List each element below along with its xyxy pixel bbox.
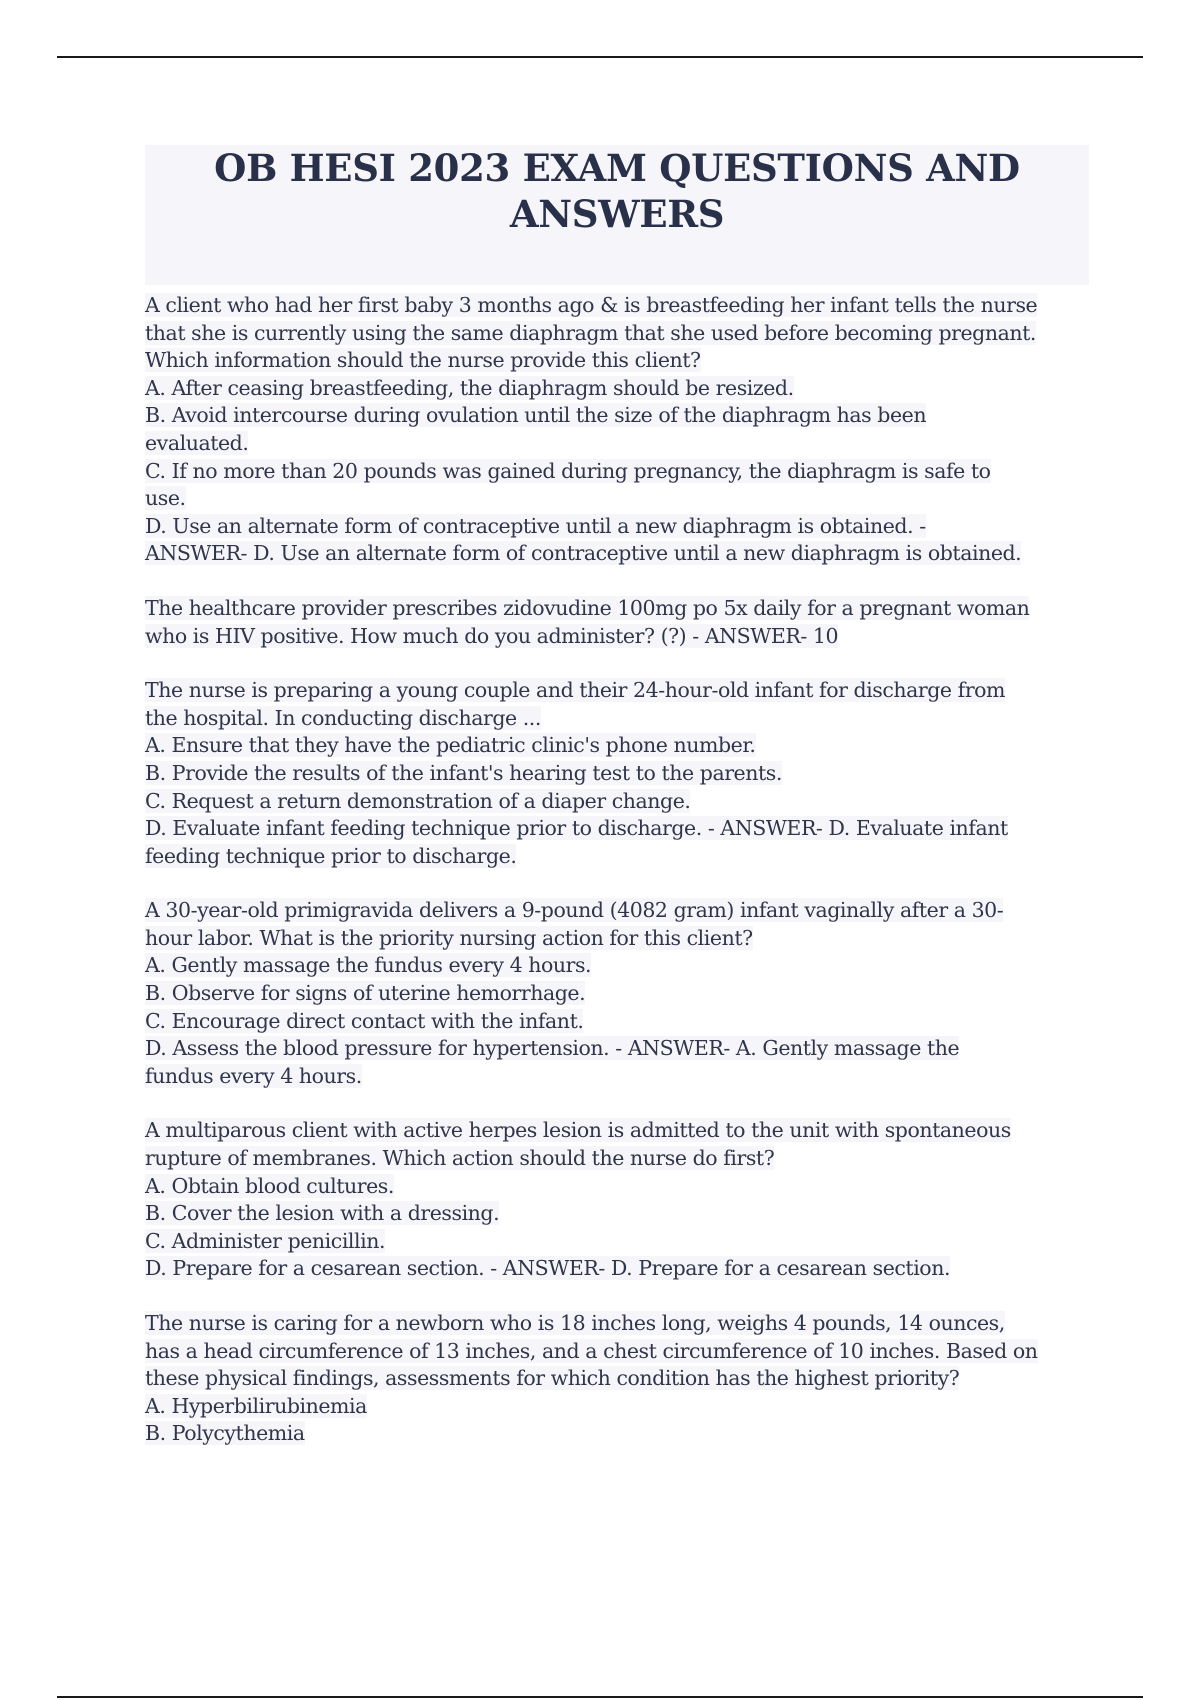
question-text-line: A multiparous client with active herpes lesion is admitted to the unit with spontaneous bbox=[145, 1118, 1011, 1143]
question-text-line: The nurse is caring for a newborn who is 18 inches long, weighs 4 pounds, 14 ounces, bbox=[145, 1311, 1005, 1335]
answer-option: B. Provide the results of the infant's hearing test to the parents. bbox=[145, 760, 782, 785]
answer-option: B. Cover the lesion with a dressing. bbox=[145, 1201, 500, 1226]
question-5 bbox=[145, 1117, 1089, 1283]
answer-option: use. bbox=[145, 486, 186, 511]
answer-option: B. Polycythemia bbox=[145, 1421, 305, 1446]
answer-option: A. Hyperbilirubinemia bbox=[145, 1393, 367, 1418]
question-text-line: The nurse is preparing a young couple and their 24-hour-old infant for discharge from bbox=[145, 678, 1006, 703]
question-3 bbox=[145, 677, 1089, 870]
answer-option: B. Observe for signs of uterine hemorrhage. bbox=[145, 981, 586, 1006]
title-line-2: ANSWERS bbox=[509, 192, 725, 236]
document-page bbox=[145, 145, 1089, 1475]
answer-option: A. Ensure that they have the pediatric clinic's phone number. bbox=[145, 733, 756, 758]
question-2 bbox=[145, 595, 1089, 650]
answer-key: ANSWER- D. Use an alternate form of contraceptive until a new diaphragm is obtained. bbox=[145, 541, 1022, 566]
answer-option: A. Obtain blood cultures. bbox=[145, 1173, 394, 1198]
answer-key: who is HIV positive. How much do you administer? (?) - ANSWER- 10 bbox=[145, 623, 839, 648]
answer-key: fundus every 4 hours. bbox=[145, 1063, 362, 1088]
answer-option: A. After ceasing breastfeeding, the diaphragm should be resized. bbox=[145, 375, 794, 400]
title-line-1: OB HESI 2023 EXAM QUESTIONS AND bbox=[214, 146, 1020, 190]
question-text-line: that she is currently using the same diaphragm that she used before becoming pregnant. bbox=[145, 320, 1036, 345]
answer-key: feeding technique prior to discharge. bbox=[145, 843, 517, 868]
document-title bbox=[145, 145, 1089, 237]
answer-option: B. Avoid intercourse during ovulation until the size of the diaphragm has been bbox=[145, 403, 927, 428]
answer-option: C. If no more than 20 pounds was gained during pregnancy, the diaphragm is safe to bbox=[145, 458, 991, 483]
question-text-line: Which information should the nurse provide this client? bbox=[145, 348, 701, 373]
question-text-line: these physical findings, assessments for which condition has the highest priority? bbox=[145, 1366, 960, 1391]
answer-option: C. Encourage direct contact with the infant. bbox=[145, 1008, 584, 1033]
question-text-line: A 30-year-old primigravida delivers a 9-pound (4082 gram) infant vaginally after a 30- bbox=[145, 898, 1004, 923]
question-text-line: A client who had her first baby 3 months ago & is breastfeeding her infant tells the nurse bbox=[145, 293, 1038, 317]
question-list bbox=[145, 292, 1089, 1448]
question-text-line: the hospital. In conducting discharge ... bbox=[145, 705, 541, 730]
question-text-line: rupture of membranes. Which action should the nurse do first? bbox=[145, 1146, 775, 1171]
answer-option: C. Request a return demonstration of a diaper change. bbox=[145, 788, 691, 813]
question-4 bbox=[145, 897, 1089, 1090]
answer-option: D. Use an alternate form of contraceptive until a new diaphragm is obtained. - bbox=[145, 513, 926, 538]
answer-option: D. Assess the blood pressure for hypertension. - ANSWER- A. Gently massage the bbox=[145, 1036, 960, 1061]
answer-option: A. Gently massage the fundus every 4 hours. bbox=[145, 953, 592, 978]
title-block bbox=[145, 145, 1089, 285]
question-text-line: hour labor. What is the priority nursing action for this client? bbox=[145, 925, 753, 950]
answer-option: evaluated. bbox=[145, 430, 249, 455]
question-text-line: has a head circumference of 13 inches, and a chest circumference of 10 inches. Based on bbox=[145, 1338, 1038, 1363]
bottom-rule bbox=[57, 1696, 1143, 1698]
answer-key: D. Prepare for a cesarean section. - ANSWER- D. Prepare for a cesarean section. bbox=[145, 1256, 951, 1281]
top-rule bbox=[57, 56, 1143, 58]
answer-option: D. Evaluate infant feeding technique prior to discharge. - ANSWER- D. Evaluate infant bbox=[145, 816, 1008, 841]
question-1 bbox=[145, 292, 1089, 568]
question-text-line: The healthcare provider prescribes zidovudine 100mg po 5x daily for a pregnant woman bbox=[145, 595, 1030, 620]
question-6 bbox=[145, 1310, 1089, 1448]
answer-option: C. Administer penicillin. bbox=[145, 1228, 386, 1253]
